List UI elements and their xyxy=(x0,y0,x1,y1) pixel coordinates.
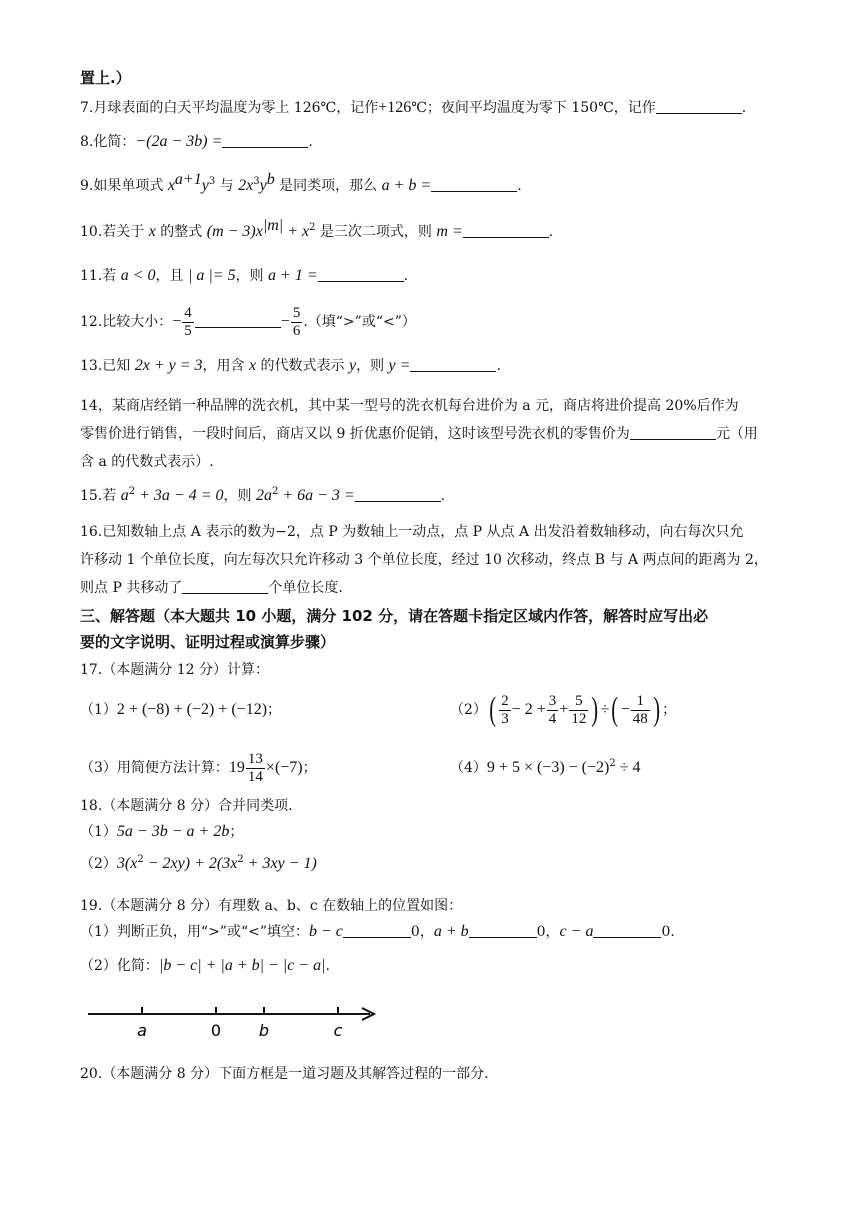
q17-p3-end: ； xyxy=(302,760,317,776)
q10-text-a: 10.若关于 xyxy=(80,224,149,240)
question-13 xyxy=(80,356,501,376)
q12-text-a: 12.比较大小： xyxy=(80,314,173,330)
q17-part-2 xyxy=(450,688,676,732)
q17-p2-minus: − xyxy=(620,701,630,718)
q17-p2-paren-open-2: ( xyxy=(611,691,619,728)
q9-text-b: 与 xyxy=(215,178,239,194)
q17-p2-den-2: 4 xyxy=(548,710,557,727)
question-17-title: 17.（本题满分 12 分）计算： xyxy=(80,662,269,678)
q17-p2-frac-3 xyxy=(569,693,588,728)
q12-num-2: 5 xyxy=(292,304,301,321)
q8-end: . xyxy=(308,134,313,150)
q17-part-1 xyxy=(80,700,281,720)
q9-y: y xyxy=(201,177,209,194)
q17-p2-label: （2） xyxy=(450,702,487,718)
q17-p2-frac-4 xyxy=(631,693,650,728)
q17-p2-mid: − 2 + xyxy=(511,701,546,718)
q15-expr2: 2a xyxy=(255,487,272,504)
q19-p1-expr-2: a + b xyxy=(433,923,469,940)
q18-p1-label: （1） xyxy=(80,824,117,840)
q9-text-c: 是同类项，那么 xyxy=(274,178,382,194)
q15-expr2b: + 6a − 3 = xyxy=(278,487,355,504)
question-10 xyxy=(80,217,554,242)
q9-2x: 2x xyxy=(238,177,254,194)
q18-part-2 xyxy=(80,854,317,874)
q13-text-c: 的代数式表示 xyxy=(256,358,349,374)
q11-expr3: a + 1 = xyxy=(268,267,318,284)
q17-p4-expr: 9 + 5 × (−3) − (−2) xyxy=(486,759,610,776)
q11-end: . xyxy=(403,268,409,284)
q10-answer-blank[interactable] xyxy=(463,223,549,238)
q17-p3-label: （3）用简便方法计算： xyxy=(80,760,229,776)
q18-p2-exp-1: 2 xyxy=(137,854,144,865)
q9-exp4: b xyxy=(266,171,275,188)
page-header-fragment: 置上.） xyxy=(80,69,131,87)
q17-p2-num-4: 1 xyxy=(631,693,650,711)
q9-exp2: 3 xyxy=(208,176,216,187)
q18-p1-expr: 5a − 3b − a + 2b xyxy=(116,823,230,840)
q19-p2-expr: |b − c| + |a + b| − |c − a| xyxy=(158,957,326,974)
q17-p2-paren-open: ( xyxy=(489,691,496,728)
question-7 xyxy=(80,98,746,118)
q18-p2-label: （2） xyxy=(80,856,117,872)
question-14-line-1: 14，某商店经销一种品牌的洗衣机，其中某一型号的洗衣机每台进价为 a 元，商店将进价提高 20%后作为 xyxy=(80,398,739,414)
q17-p2-num-3: 5 xyxy=(569,693,588,711)
q13-answer-blank[interactable] xyxy=(410,357,496,372)
q17-part-3 xyxy=(80,748,317,788)
number-line-figure xyxy=(80,996,390,1046)
q17-part-4 xyxy=(450,758,641,778)
q16-text-b: 个单位长度. xyxy=(268,580,343,596)
label-a: a xyxy=(137,1021,147,1040)
q9-exp3: 3 xyxy=(253,176,260,187)
q19-p1-zero-2: 0， xyxy=(536,924,560,940)
q8-expr: −(2a − 3b) = xyxy=(135,133,223,150)
q19-p2-end: . xyxy=(325,958,330,974)
q17-p1-label: （1） xyxy=(80,702,117,718)
q7-end: . xyxy=(741,100,747,116)
section-3-heading-line-2: 要的文字说明、证明过程或演算步骤） xyxy=(80,633,336,651)
q7-value: +126 xyxy=(378,99,412,116)
q15-text-b: ，则 xyxy=(223,488,256,504)
q19-p1-zero-3: 0. xyxy=(661,924,675,940)
q9-answer-blank[interactable] xyxy=(431,177,517,192)
label-0: 0 xyxy=(210,1021,222,1040)
q12-text-b: .（填“>”或“<”） xyxy=(303,314,416,330)
q12-fraction-2 xyxy=(291,305,303,340)
q13-end: . xyxy=(496,358,501,374)
q19-part-1 xyxy=(80,922,675,942)
label-c: c xyxy=(333,1021,343,1040)
q17-p2-paren-close-2: ) xyxy=(653,691,660,728)
q15-expr1: a xyxy=(120,487,129,504)
q17-p4-rest: ÷ 4 xyxy=(615,759,641,776)
q10-end: . xyxy=(548,224,554,240)
q17-p1-expr: 2 + (−8) + (−2) + (−12) xyxy=(116,701,268,718)
q10-expr2: + x xyxy=(283,223,310,240)
q19-p1-label: （1）判断正负，用“>”或“<”填空： xyxy=(80,924,309,940)
q17-p2-frac-1 xyxy=(499,693,511,728)
q12-minus-1: − xyxy=(172,313,182,330)
q10-exp: |m| xyxy=(262,217,284,234)
q15-text-a: 15.若 xyxy=(80,488,121,504)
q18-p2-exp-2: 2 xyxy=(237,854,244,865)
q17-p2-den-1: 3 xyxy=(501,710,509,727)
q13-expr2: y = xyxy=(388,357,411,374)
q14-answer-blank[interactable] xyxy=(630,425,716,440)
q12-minus-2: − xyxy=(280,313,290,330)
question-19-title: 19.（本题满分 8 分）有理数 a、b、c 在数轴上的位置如图： xyxy=(80,898,463,914)
q17-p2-plus: + xyxy=(559,701,569,718)
q16-text-a: 则点 P 共移动了 xyxy=(80,580,183,596)
q12-den-2: 6 xyxy=(292,322,301,339)
q7-text-a: 7.月球表面的白天平均温度为零上 126℃，记作 xyxy=(80,100,379,116)
q19-answer-blank-1[interactable] xyxy=(343,923,411,938)
q13-expr1: 2x + y = 3 xyxy=(134,357,203,374)
q19-answer-blank-2[interactable] xyxy=(469,923,537,938)
q11-answer-blank[interactable] xyxy=(318,267,404,282)
q15-expr1b: + 3a − 4 = 0 xyxy=(135,487,224,504)
q9-exp1: a+1 xyxy=(174,171,202,188)
q12-den-1: 5 xyxy=(184,322,192,339)
q19-p2-label: （2）化简： xyxy=(80,958,159,974)
q8-text: 8.化简： xyxy=(80,134,136,150)
q10-text-b: 的整式 xyxy=(155,224,207,240)
q10-expr: (m − 3)x xyxy=(206,223,263,240)
q15-exp1: 2 xyxy=(128,486,136,497)
q18-p2-expr-a: 3(x xyxy=(116,855,138,872)
q7-text-b: ℃；夜间平均温度为零下 150℃，记作 xyxy=(411,100,656,116)
q8-answer-blank[interactable] xyxy=(222,133,308,148)
question-12 xyxy=(80,302,416,342)
q17-p3-rest: ×(−7) xyxy=(265,759,303,776)
q19-p1-expr-1: b − c xyxy=(309,923,343,940)
question-20-title: 20.（本题满分 8 分）下面方框是一道习题及其解答过程的一部分. xyxy=(80,1066,489,1082)
question-14-line-3: 含 a 的代数式表示）. xyxy=(80,454,214,470)
q14-text-b: 元（用 xyxy=(715,426,758,442)
q17-p2-num-1: 2 xyxy=(501,692,509,709)
q12-answer-blank[interactable] xyxy=(195,313,281,328)
q17-p4-exp: 2 xyxy=(609,758,616,769)
question-15 xyxy=(80,486,445,506)
q17-p2-den-4: 48 xyxy=(632,710,648,727)
q19-part-2 xyxy=(80,956,330,976)
q12-num-1: 4 xyxy=(184,304,192,321)
question-11 xyxy=(80,266,408,286)
q17-p2-div: ÷ xyxy=(600,701,610,718)
question-14-line-2 xyxy=(80,424,758,444)
q11-expr1: a < 0 xyxy=(120,267,156,284)
question-16-line-2: 许移动 1 个单位长度，向左每次只允许移动 3 个单位长度，经过 10 次移动，终点 B 与 A 两点间的距离为 2， xyxy=(80,552,768,568)
q17-p2-den-3: 12 xyxy=(571,710,587,727)
q19-p1-zero-1: 0， xyxy=(410,924,434,940)
q17-p3-frac xyxy=(246,751,265,786)
q9-y2: y xyxy=(259,177,267,194)
q13-text-d: ，则 xyxy=(356,358,389,374)
q17-p3-num: 13 xyxy=(247,750,263,767)
q13-y: y xyxy=(348,357,357,374)
q17-p2-paren-close: ) xyxy=(591,691,599,728)
q11-expr2: | a |= 5 xyxy=(187,267,236,284)
q11-text-b: ，且 xyxy=(155,268,188,284)
q16-answer-blank[interactable] xyxy=(182,579,268,594)
q7-answer-blank[interactable] xyxy=(656,99,742,114)
q9-end: . xyxy=(517,178,522,194)
question-9 xyxy=(80,171,522,196)
q17-p3-den: 14 xyxy=(247,768,263,785)
q17-p2-frac-2 xyxy=(547,693,559,728)
question-18-title: 18.（本题满分 8 分）合并同类项. xyxy=(80,798,293,814)
question-8 xyxy=(80,132,313,152)
q10-text-c: 是三次二项式，则 xyxy=(315,224,437,240)
q18-p2-expr-c: + 3xy − 1) xyxy=(243,855,317,872)
q17-p1-end: ； xyxy=(267,702,282,718)
section-3-heading-line-1: 三、解答题（本大题共 10 小题，满分 102 分，请在答题卡指定区域内作答，解答时应写出必 xyxy=(80,607,709,625)
q15-end: . xyxy=(440,488,446,504)
q12-fraction-1 xyxy=(182,305,194,340)
q15-exp2: 2 xyxy=(271,486,279,497)
q18-p1-end: ； xyxy=(229,824,244,840)
q9-x: x xyxy=(167,177,175,194)
q10-m: m = xyxy=(436,223,463,240)
q17-p4-label: （4） xyxy=(450,760,487,776)
q14-text-a: 零售价进行销售，一段时间后，商店又以 9 折优惠价促销，这时该型号洗衣机的零售价为 xyxy=(80,426,630,442)
question-16-line-1: 16.已知数轴上点 A 表示的数为−2，点 P 为数轴上一动点，点 P 从点 A 出发沿着数轴移动，向右每次只允 xyxy=(80,524,744,540)
q19-p1-expr-3: c − a xyxy=(559,923,594,940)
q15-answer-blank[interactable] xyxy=(355,487,441,502)
q10-exp2: 2 xyxy=(309,222,316,233)
q17-p2-end: ； xyxy=(662,702,677,718)
q10-x: x xyxy=(148,223,156,240)
q9-text-a: 9.如果单项式 xyxy=(80,178,168,194)
q17-p2-num-2: 3 xyxy=(548,692,557,709)
question-16-line-3 xyxy=(80,578,343,598)
q11-text-c: ，则 xyxy=(235,268,269,284)
q17-p3-whole: 19 xyxy=(228,759,245,776)
q13-text-a: 13.已知 xyxy=(80,358,135,374)
q9-expr: a + b = xyxy=(381,177,432,194)
q11-text-a: 11.若 xyxy=(80,268,121,284)
label-b: b xyxy=(258,1021,270,1040)
q18-part-1 xyxy=(80,822,243,842)
q19-answer-blank-3[interactable] xyxy=(593,923,661,938)
q13-x: x xyxy=(248,357,257,374)
q13-text-b: ，用含 xyxy=(202,358,249,374)
q18-p2-expr-b: − 2xy) + 2(3x xyxy=(143,855,238,872)
